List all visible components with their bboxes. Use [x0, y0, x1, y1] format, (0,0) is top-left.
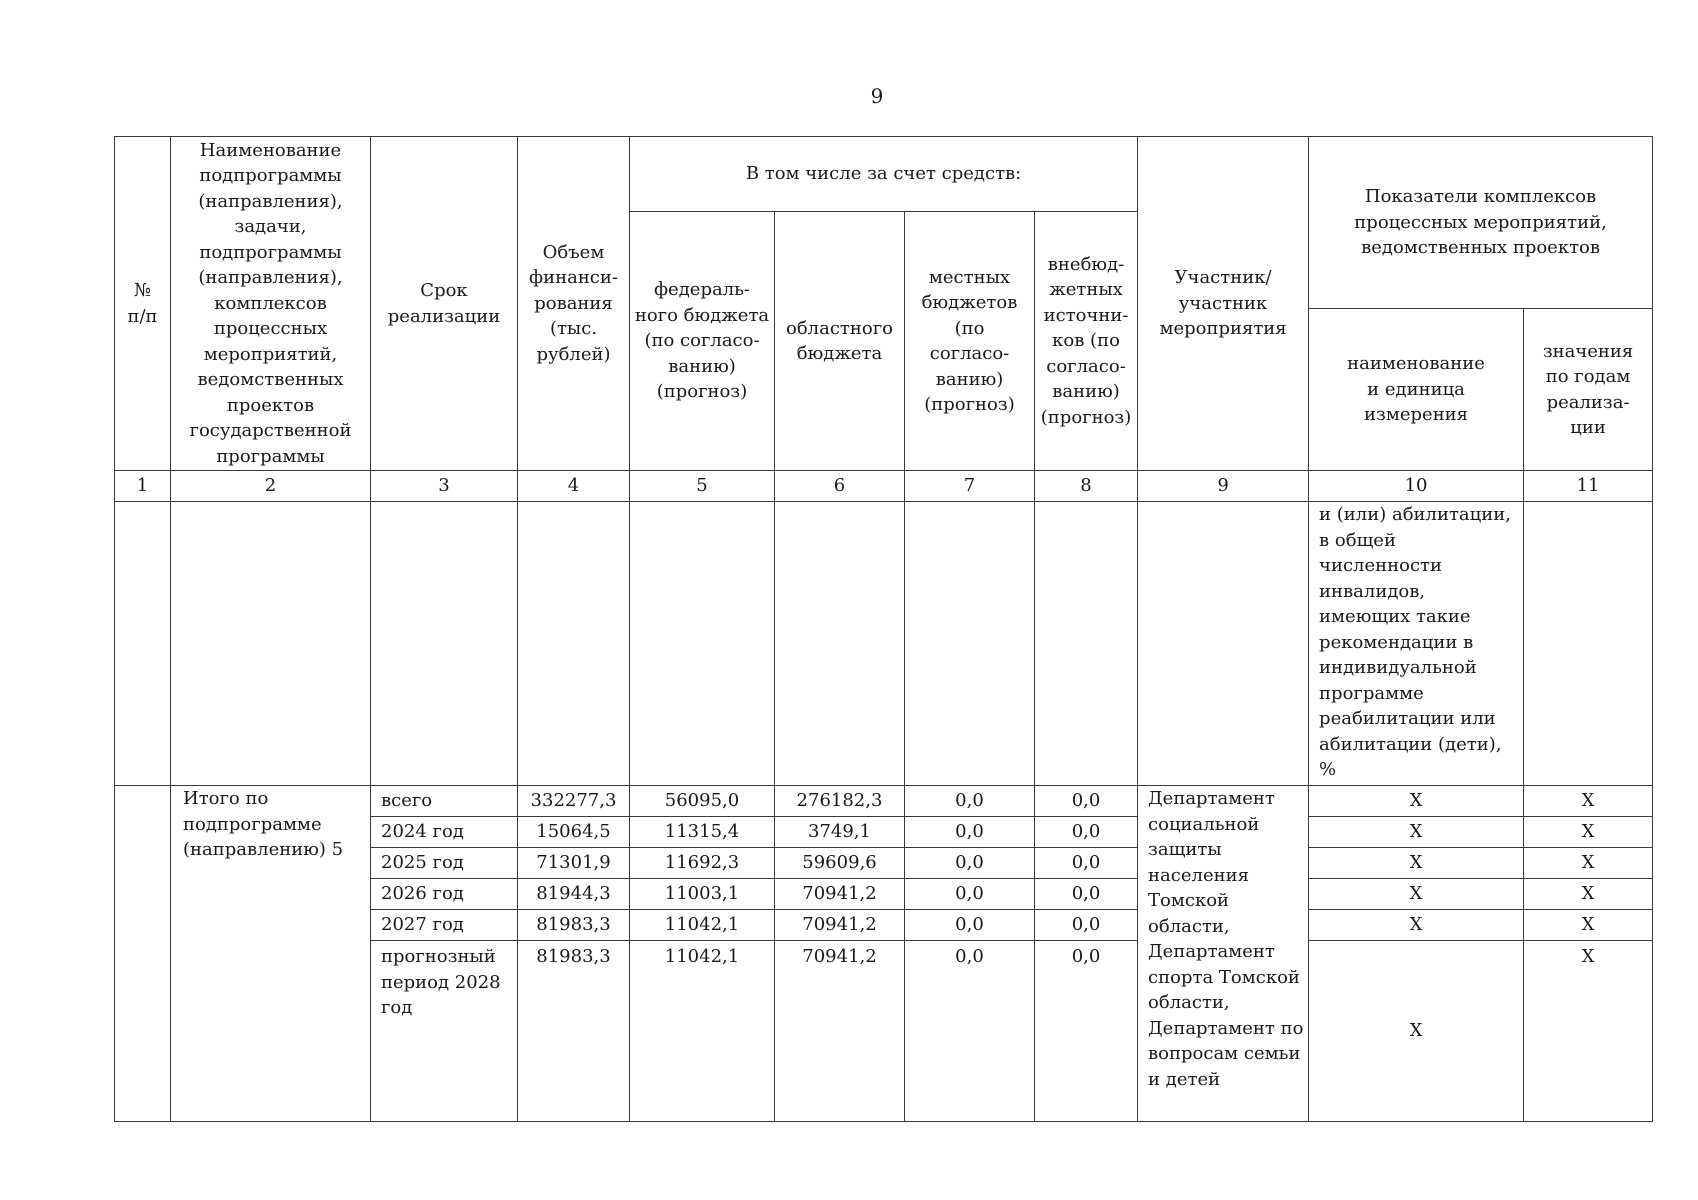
empty-cell [1138, 502, 1309, 786]
period-cell: всего [371, 786, 518, 817]
extra-cell: 0,0 [1035, 848, 1138, 879]
summary-number [115, 786, 171, 1122]
regional-cell: 3749,1 [775, 817, 905, 848]
value-cell: X [1524, 848, 1653, 879]
total-cell: 71301,9 [518, 848, 630, 879]
local-cell: 0,0 [905, 910, 1035, 941]
federal-cell: 11042,1 [630, 910, 775, 941]
column-number: 5 [630, 471, 775, 502]
header-local: местных бюджетов (по согласо-ванию) (прогноз) [905, 212, 1035, 471]
value-cell: X [1524, 941, 1653, 1122]
federal-cell: 56095,0 [630, 786, 775, 817]
period-cell: 2027 год [371, 910, 518, 941]
column-number: 1 [115, 471, 171, 502]
local-cell: 0,0 [905, 941, 1035, 1122]
federal-cell: 11003,1 [630, 879, 775, 910]
indicator-cell: X [1309, 910, 1524, 941]
column-number: 10 [1309, 471, 1524, 502]
federal-cell: 11315,4 [630, 817, 775, 848]
header-regional: областного бюджета [775, 212, 905, 471]
empty-cell [1035, 502, 1138, 786]
regional-cell: 276182,3 [775, 786, 905, 817]
extra-cell: 0,0 [1035, 879, 1138, 910]
column-number: 2 [171, 471, 371, 502]
column-number: 8 [1035, 471, 1138, 502]
column-number: 4 [518, 471, 630, 502]
header-participant: Участник/ участник мероприятия [1138, 137, 1309, 471]
header-name: Наименование подпрограммы (направления), задачи, подпрограммы (направления), комплексов процессных мероприятий, ведомственных проектов государственной программы [171, 137, 371, 471]
regional-cell: 70941,2 [775, 910, 905, 941]
regional-cell: 70941,2 [775, 879, 905, 910]
header-number: № п/п [115, 137, 171, 471]
value-cell: X [1524, 910, 1653, 941]
indicator-cell: X [1309, 941, 1524, 1122]
header-extra: внебюд-жетных источни-ков (по согласо-ванию) (прогноз) [1035, 212, 1138, 471]
empty-cell [115, 502, 171, 786]
period-cell: 2025 год [371, 848, 518, 879]
empty-cell [518, 502, 630, 786]
regional-cell: 59609,6 [775, 848, 905, 879]
header-funds-group: В том числе за счет средств: [630, 137, 1138, 212]
total-cell: 81944,3 [518, 879, 630, 910]
local-cell: 0,0 [905, 879, 1035, 910]
empty-cell [775, 502, 905, 786]
column-number: 11 [1524, 471, 1653, 502]
extra-cell: 0,0 [1035, 941, 1138, 1122]
column-number: 3 [371, 471, 518, 502]
period-cell: 2026 год [371, 879, 518, 910]
page-number: 9 [870, 84, 884, 108]
header-indicators-group: Показатели комплексов процессных мероприятий, ведомственных проектов [1309, 137, 1653, 309]
empty-cell [1524, 502, 1653, 786]
header-volume: Объем финанси-рования (тыс. рублей) [518, 137, 630, 471]
header-indicator-values: значения по годам реализа-ции [1524, 309, 1653, 471]
empty-cell [630, 502, 775, 786]
extra-cell: 0,0 [1035, 817, 1138, 848]
local-cell: 0,0 [905, 786, 1035, 817]
federal-cell: 11042,1 [630, 941, 775, 1122]
column-number: 9 [1138, 471, 1309, 502]
column-number: 6 [775, 471, 905, 502]
local-cell: 0,0 [905, 848, 1035, 879]
header-federal: федераль-ного бюджета (по согласо-ванию) (прогноз) [630, 212, 775, 471]
regional-cell: 70941,2 [775, 941, 905, 1122]
budget-table [114, 136, 1653, 1122]
total-cell: 81983,3 [518, 910, 630, 941]
extra-cell: 0,0 [1035, 786, 1138, 817]
empty-cell [171, 502, 371, 786]
federal-cell: 11692,3 [630, 848, 775, 879]
empty-cell [905, 502, 1035, 786]
extra-cell: 0,0 [1035, 910, 1138, 941]
header-indicator-name: наименование и единица измерения [1309, 309, 1524, 471]
indicator-continuation-text: и (или) абилитации, в общей численности инвалидов, имеющих такие рекомендации в индивидуальной программе реабилитации или абилитации (дети), % [1309, 502, 1524, 786]
total-cell: 81983,3 [518, 941, 630, 1122]
value-cell: X [1524, 817, 1653, 848]
column-number: 7 [905, 471, 1035, 502]
indicator-cell: X [1309, 817, 1524, 848]
summary-participant: Департамент социальной защиты населения Томской области, Департамент спорта Томской области, Департамент по вопросам семьи и детей [1138, 786, 1309, 1122]
local-cell: 0,0 [905, 817, 1035, 848]
value-cell: X [1524, 879, 1653, 910]
indicator-cell: X [1309, 879, 1524, 910]
empty-cell [371, 502, 518, 786]
header-term: Срок реализации [371, 137, 518, 471]
period-cell: 2024 год [371, 817, 518, 848]
total-cell: 15064,5 [518, 817, 630, 848]
indicator-cell: X [1309, 848, 1524, 879]
total-cell: 332277,3 [518, 786, 630, 817]
period-cell: прогнозный период 2028 год [371, 941, 518, 1122]
indicator-cell: X [1309, 786, 1524, 817]
summary-title: Итого по подпрограмме (направлению) 5 [171, 786, 371, 1122]
value-cell: X [1524, 786, 1653, 817]
